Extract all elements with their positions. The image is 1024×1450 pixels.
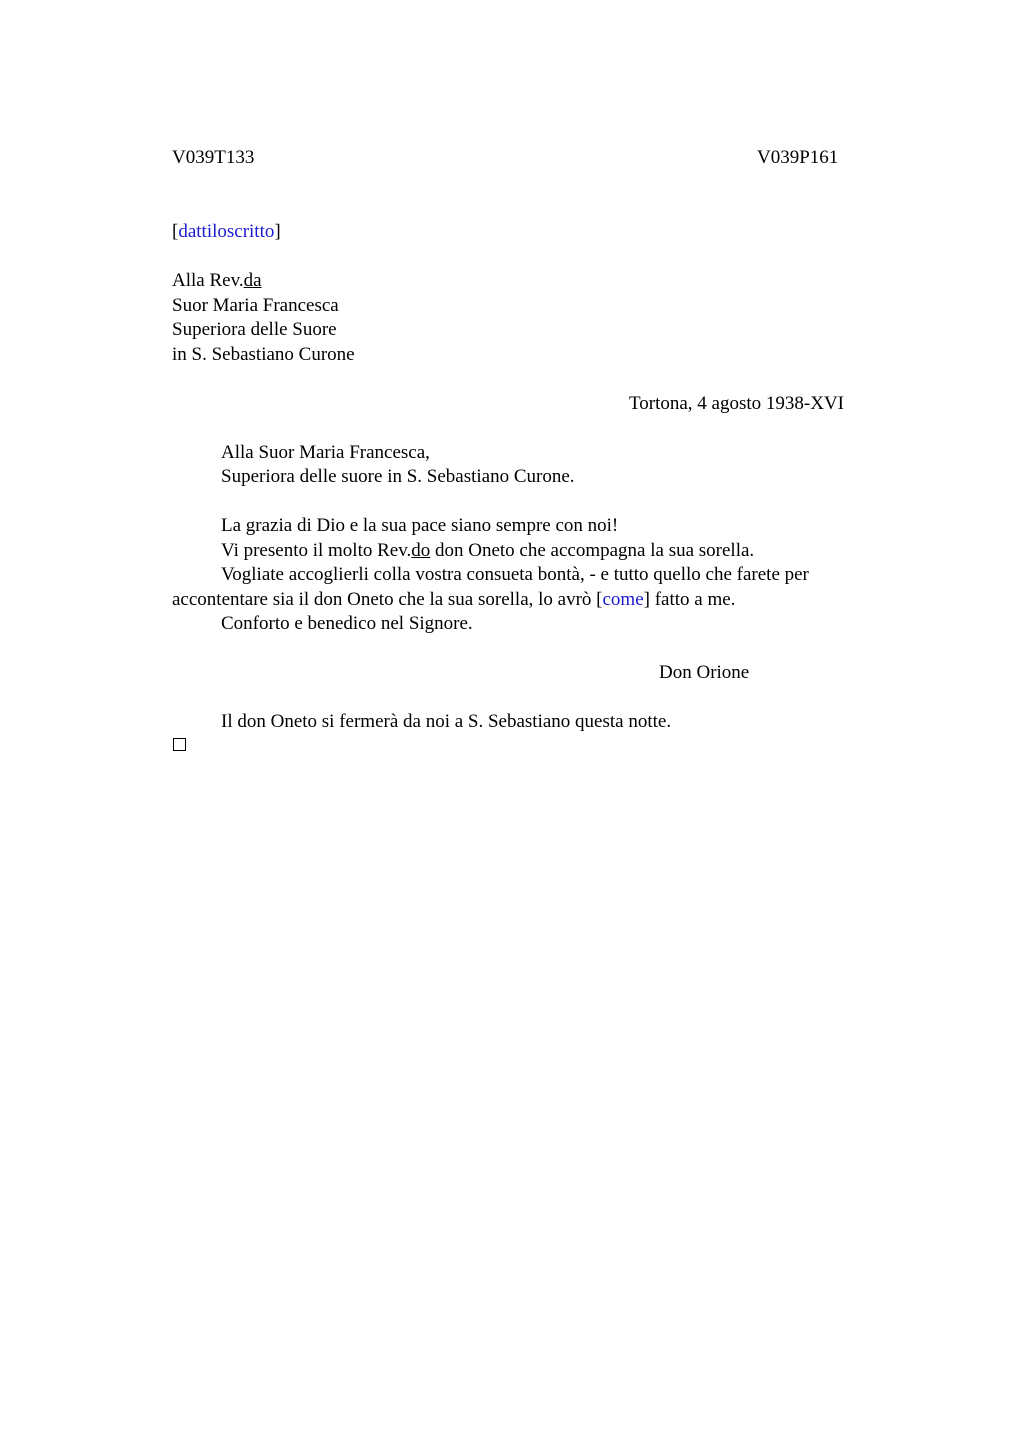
address-line-1-prefix: Alla Rev. xyxy=(172,270,244,291)
note-close-bracket: ] xyxy=(274,221,281,242)
document-code-left: V039T133 xyxy=(172,147,255,168)
body-line-1: La grazia di Dio e la sua pace siano sempre con noi! xyxy=(221,515,619,536)
note-open-bracket: [ xyxy=(172,221,179,242)
note-text: dattiloscritto xyxy=(178,221,275,242)
body-line-2-suffix: don Oneto che accompagna la sua sorella. xyxy=(430,539,755,561)
document-code-right: V039P161 xyxy=(757,147,839,168)
address-line-2: Suor Maria Francesca xyxy=(172,294,339,316)
address-line-4: in S. Sebastiano Curone xyxy=(172,343,355,365)
body-line-4: Conforto e benedico nel Signore. xyxy=(221,613,473,634)
end-box-icon xyxy=(173,738,186,751)
body-paragraph-3-insert: come xyxy=(602,588,644,610)
body-line-2-abbrev: do xyxy=(411,539,431,561)
salutation-line-1: Alla Suor Maria Francesca, xyxy=(221,441,430,463)
salutation-line-2: Superiora delle suore in S. Sebastiano Curone. xyxy=(221,466,575,487)
postscript: Il don Oneto si fermerà da noi a S. Sebastiano questa notte. xyxy=(221,710,672,732)
letter-date: Tortona, 4 agosto 1938-XVI xyxy=(628,392,844,414)
address-line-1-abbrev: da xyxy=(243,270,262,291)
body-line-2-prefix: Vi presento il molto Rev. xyxy=(221,539,412,561)
address-line-1 xyxy=(172,269,262,294)
body-paragraph-3-start: Vogliate accoglierli colla vostra consueta bontà, - e tutto quello che farete per accontentare sia il don Oneto che la sua sorella, lo avrò [ xyxy=(172,564,809,610)
body-line-2 xyxy=(221,539,754,564)
signature: Don Orione xyxy=(659,662,750,683)
address-line-3: Superiora delle Suore xyxy=(172,319,337,340)
editorial-note xyxy=(172,220,281,245)
body-paragraph-3 xyxy=(172,563,844,612)
body-paragraph-3-end: ] fatto a me. xyxy=(643,588,736,610)
